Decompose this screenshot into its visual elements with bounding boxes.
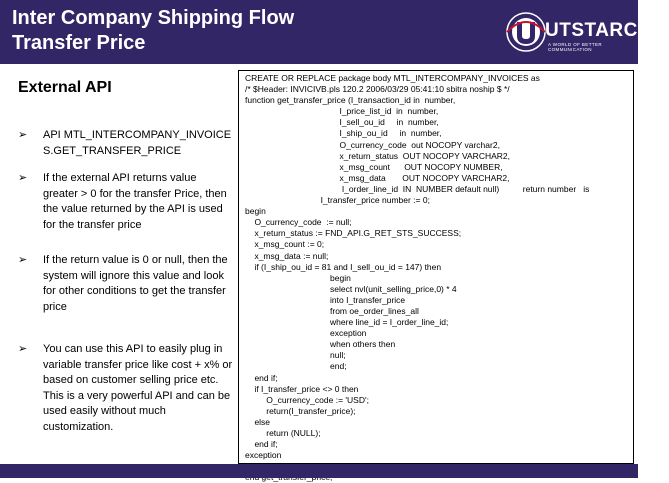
arrow-bullet-icon: ➢: [18, 343, 28, 355]
logo-wordmark: UTSTARCOM: [545, 20, 669, 41]
footer-bar: [0, 464, 638, 478]
bullet-item: [18, 253, 233, 315]
bullet-text: If the external API returns value greater > 0 for the transfer Price, then the value returned by the API is used for the transfer price: [43, 172, 227, 231]
arrow-bullet-icon: ➢: [18, 172, 28, 184]
slide-title-line-1: Inter Company Shipping Flow: [12, 7, 295, 29]
slide-title-line-2: Transfer Price: [12, 32, 146, 54]
arrow-bullet-icon: ➢: [18, 254, 28, 266]
logo-tagline: A WORLD OF BETTER COMMUNICATION: [548, 42, 603, 52]
code-listing: CREATE OR REPLACE package body MTL_INTERCOMPANY_INVOICES as /* $Header: INVICIVB.pls 120.2 2006/03/29 05:41:10 sbitra noship $ */ function get_transfer_price (I_transaction_id in number, I_price_list_id in number, I_sell_ou_id in number, I_ship_ou_id in number, O_currency_code out NOCOPY varchar2, x_return_status OUT NOCOPY VARCHAR2, x_msg_count OUT NOCOPY NUMBER, x_msg_data OUT NOCOPY VARCHAR2, I_order_line_id IN NUMBER default null) return number is I_transfer_price number := 0; begin O_currency_code := null; x_return_status := FND_API.G_RET_STS_SUCCESS; x_msg_count := 0; x_msg_data := null; if (I_ship_ou_id = 81 and I_sell_ou_id = 147) then begin select nvl(unit_selling_price,0) * 4 into I_transfer_price from oe_order_lines_all where line_id = I_order_line_id; exception when others then null; end; end if; if I_transfer_price <> 0 then O_currency_code := 'USD'; return(I_transfer_price); else return (NULL); end if; exception: [245, 73, 590, 461]
code-listing-box: [238, 70, 634, 464]
section-heading: External API: [18, 79, 112, 96]
bullet-item: [18, 128, 233, 159]
bullet-item: [18, 171, 233, 233]
bullet-text: API MTL_INTERCOMPANY_INVOICES.GET_TRANSFER_PRICE: [43, 129, 232, 157]
bullet-text: If the return value is 0 or null, then the system will ignore this value and look for other conditions to get the transfer price: [43, 254, 228, 313]
arrow-bullet-icon: ➢: [18, 129, 28, 141]
slide-title: [12, 6, 294, 56]
bullet-item: [18, 342, 233, 435]
bullet-text: You can use this API to easily plug in variable transfer price like cost + x% or based on customer selling price etc. This is a very powerful API and can be used easily without much customization.: [43, 343, 233, 433]
left-column: [18, 78, 233, 447]
header-bar: [0, 0, 669, 64]
